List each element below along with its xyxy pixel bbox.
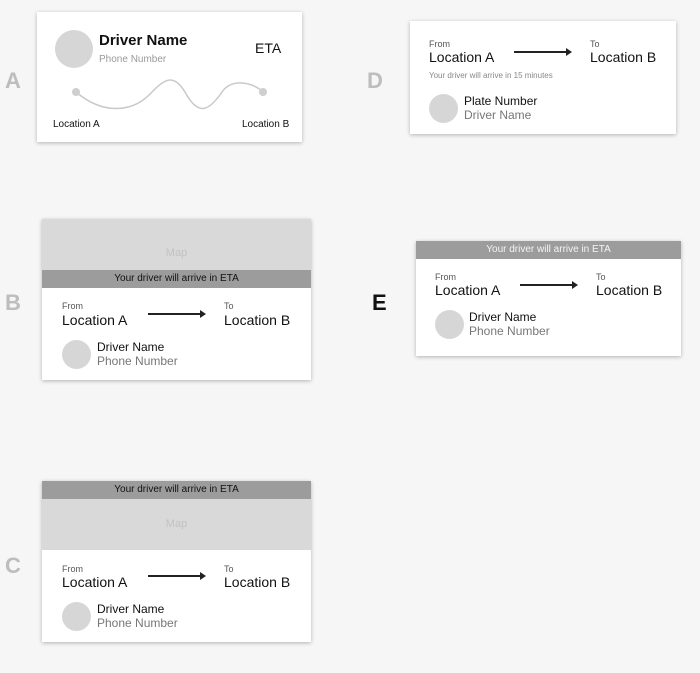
map-area: Map bbox=[42, 499, 311, 550]
card-c bbox=[42, 481, 311, 642]
from-label: From bbox=[62, 301, 83, 311]
card-b bbox=[42, 219, 311, 380]
variant-label-b: B bbox=[5, 290, 21, 315]
from-location: Location A bbox=[435, 282, 501, 298]
from-label: From bbox=[62, 564, 83, 574]
variant-label-a: A bbox=[5, 68, 21, 93]
driver-name: Driver Name bbox=[464, 108, 532, 122]
eta-banner: Your driver will arrive in ETA bbox=[416, 241, 681, 259]
driver-name: Driver Name bbox=[97, 340, 165, 354]
to-label: To bbox=[224, 301, 234, 311]
to-label: To bbox=[224, 564, 234, 574]
arrow-icon bbox=[514, 51, 570, 53]
from-location: Location A bbox=[62, 574, 128, 590]
to-label: To bbox=[590, 39, 600, 49]
driver-avatar bbox=[55, 30, 93, 68]
from-location: Location A bbox=[62, 312, 128, 328]
card-d bbox=[410, 21, 676, 134]
eta-banner: Your driver will arrive in ETA bbox=[42, 481, 311, 499]
from-label: From bbox=[435, 272, 456, 282]
to-location: Location B bbox=[590, 49, 657, 65]
variant-label-c: C bbox=[5, 553, 21, 578]
to-location: Location B bbox=[596, 282, 663, 298]
card-e bbox=[416, 241, 681, 356]
arrow-icon bbox=[520, 284, 576, 286]
driver-name: Driver Name bbox=[99, 32, 188, 49]
variant-label-e: E bbox=[372, 290, 387, 315]
driver-avatar bbox=[429, 94, 458, 123]
route-end: Location B bbox=[242, 119, 290, 130]
map-area: Map bbox=[42, 219, 311, 270]
driver-name: Driver Name bbox=[97, 602, 165, 616]
phone-number: Phone Number bbox=[99, 54, 167, 65]
route-start: Location A bbox=[53, 119, 100, 130]
eta-banner: Your driver will arrive in ETA bbox=[42, 270, 311, 288]
from-location: Location A bbox=[429, 49, 495, 65]
driver-avatar bbox=[62, 340, 91, 369]
driver-name: Driver Name bbox=[469, 310, 537, 324]
to-location: Location B bbox=[224, 312, 291, 328]
driver-avatar bbox=[435, 310, 464, 339]
card-a bbox=[37, 12, 302, 142]
eta-label: ETA bbox=[255, 40, 282, 56]
arrow-icon bbox=[148, 313, 204, 315]
phone-number: Phone Number bbox=[97, 354, 178, 368]
to-location: Location B bbox=[224, 574, 291, 590]
variant-label-d: D bbox=[367, 68, 383, 93]
eta-note: Your driver will arrive in 15 minutes bbox=[429, 71, 553, 80]
phone-number: Phone Number bbox=[97, 616, 178, 630]
arrow-icon bbox=[148, 575, 204, 577]
to-label: To bbox=[596, 272, 606, 282]
plate-number: Plate Number bbox=[464, 94, 538, 108]
route-path bbox=[67, 74, 272, 110]
phone-number: Phone Number bbox=[469, 324, 550, 338]
from-label: From bbox=[429, 39, 450, 49]
driver-avatar bbox=[62, 602, 91, 631]
